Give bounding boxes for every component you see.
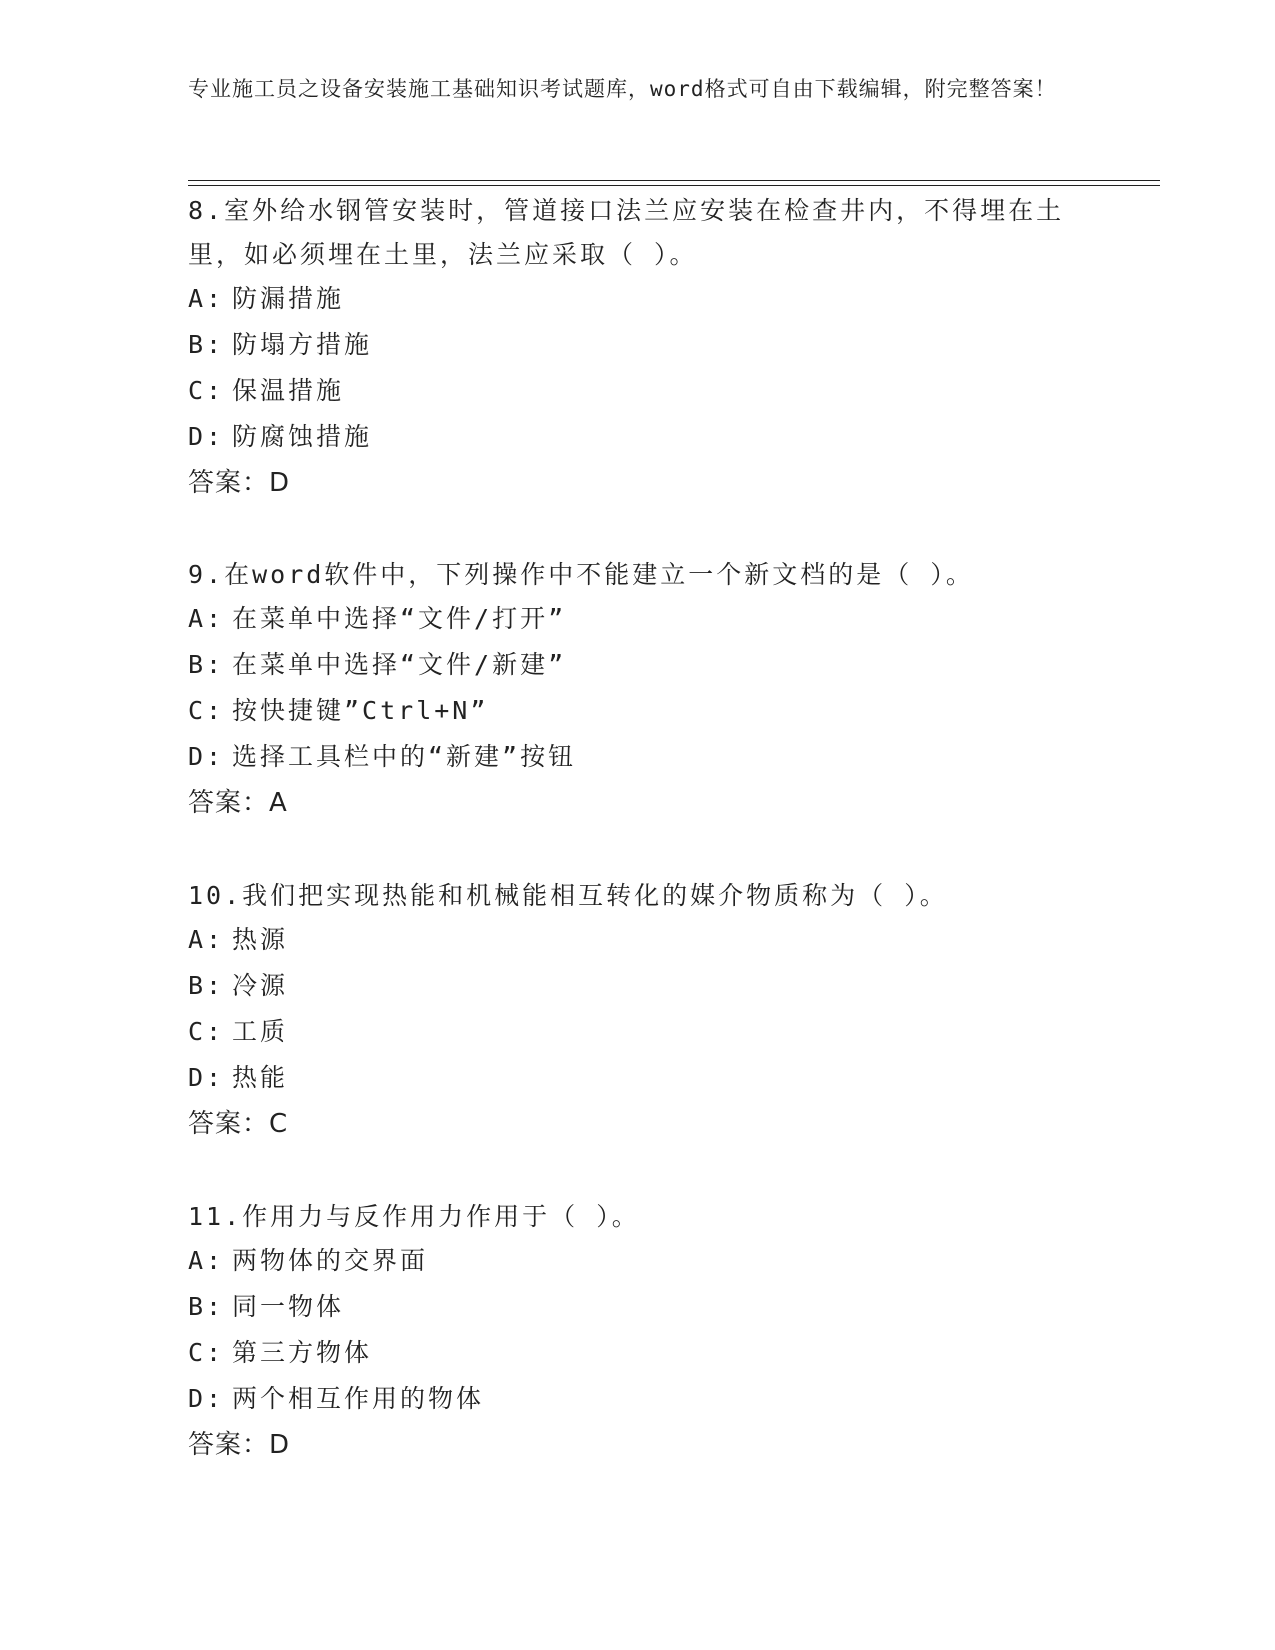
option-c [188,689,1088,735]
question-11 [188,1195,1088,1469]
option-letter: C: [188,1017,225,1046]
option-text: 保温措施 [232,376,345,405]
option-letter: C: [188,1338,225,1367]
option-c [188,1331,1088,1377]
option-text: 第三方物体 [232,1338,373,1367]
option-letter: A: [188,925,225,954]
option-letter: D: [188,422,225,451]
option-letter: B: [188,971,225,1000]
option-b [188,323,1088,369]
option-text: 防漏措施 [232,284,345,313]
option-b [188,643,1088,689]
header-divider-top [188,180,1160,181]
option-a [188,1239,1088,1285]
option-text: 冷源 [232,971,289,1000]
option-c [188,1010,1088,1056]
option-b [188,1285,1088,1331]
option-text: 工质 [232,1017,289,1046]
option-text: 热能 [232,1063,289,1092]
answer-line: 答案：D [188,468,291,498]
option-letter: D: [188,1384,225,1413]
answer-line: 答案：C [188,1109,289,1139]
option-text: 同一物体 [232,1292,345,1321]
option-d [188,415,1088,461]
option-letter: C: [188,696,225,725]
option-letter: B: [188,650,225,679]
option-text: 在菜单中选择“文件/新建” [232,650,567,679]
question-9 [188,553,1088,827]
question-8 [188,189,1088,507]
option-d [188,1056,1088,1102]
option-letter: D: [188,1063,225,1092]
option-text: 防腐蚀措施 [232,422,373,451]
option-a [188,277,1088,323]
question-stem: 11.作用力与反作用力作用于（ ）。 [188,1202,640,1231]
option-text: 两个相互作用的物体 [232,1384,485,1413]
question-stem: 9.在word软件中，下列操作中不能建立一个新文档的是（ ）。 [188,560,974,589]
answer-line: 答案：D [188,1430,291,1460]
option-text: 选择工具栏中的“新建”按钮 [232,742,577,771]
option-a [188,918,1088,964]
option-text: 在菜单中选择“文件/打开” [232,604,567,633]
option-text: 按快捷键”Ctrl+N” [232,696,489,725]
option-d [188,735,1088,781]
option-c [188,369,1088,415]
document-header: 专业施工员之设备安装施工基础知识考试题库，word格式可自由下载编辑，附完整答案！ [188,77,1057,101]
answer-line: 答案：A [188,788,288,818]
option-letter: D: [188,742,225,771]
option-text: 热源 [232,925,289,954]
option-d [188,1377,1088,1423]
option-letter: B: [188,1292,225,1321]
option-letter: A: [188,1246,225,1275]
option-letter: B: [188,330,225,359]
option-text: 两物体的交界面 [232,1246,429,1275]
option-b [188,964,1088,1010]
question-stem: 10.我们把实现热能和机械能相互转化的媒介物质称为（ ）。 [188,881,948,910]
option-letter: A: [188,284,225,313]
option-a [188,597,1088,643]
question-10 [188,874,1088,1148]
option-text: 防塌方措施 [232,330,373,359]
question-stem: 8.室外给水钢管安装时，管道接口法兰应安装在检查井内，不得埋在土里，如必须埋在土里，法兰应采取（ ）。 [188,196,1065,269]
option-letter: C: [188,376,225,405]
header-divider-bottom [188,185,1160,186]
option-letter: A: [188,604,225,633]
